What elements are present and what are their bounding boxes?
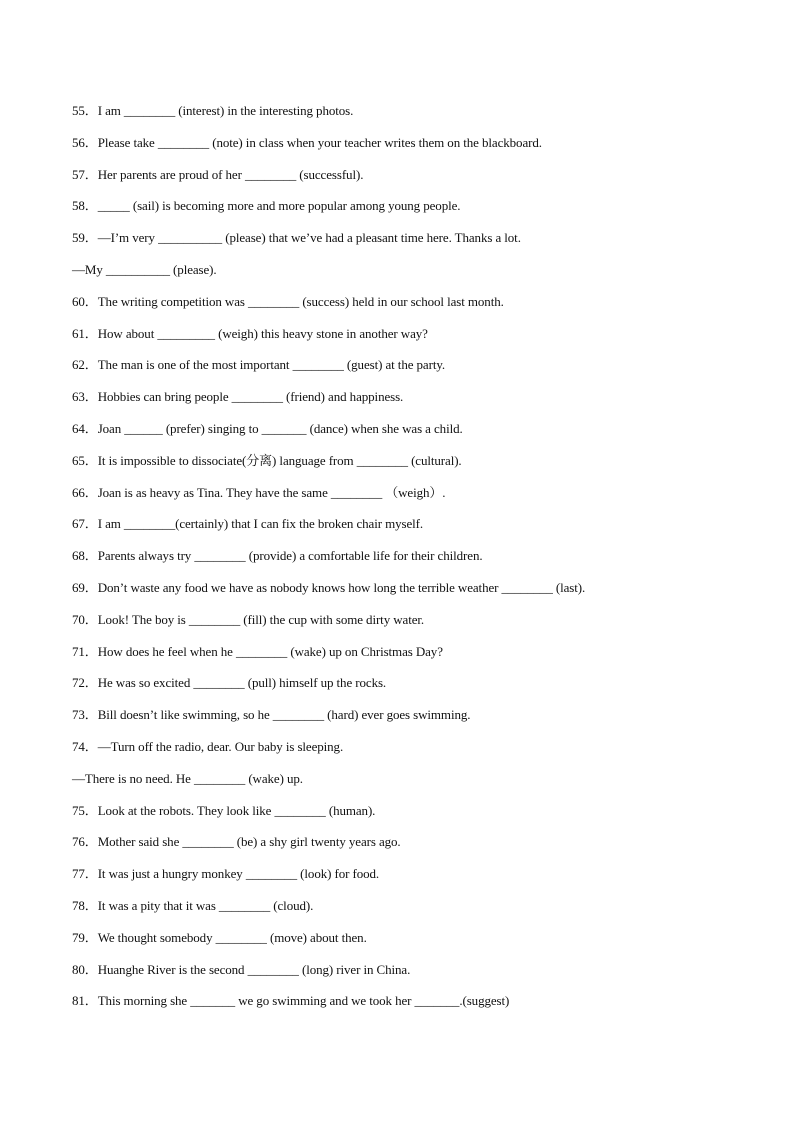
exercise-80: 80．Huanghe River is the second ________ (long) river in China. [72,961,411,977]
exercise-69: 69．Don’t waste any food we have as nobody knows how long the terrible weather ________ (last). [72,579,586,595]
exercise-55: 55．I am ________ (interest) in the interesting photos. [72,103,354,118]
exercise-76: 76．Mother said she ________ (be) a shy girl twenty years ago. [72,834,401,850]
exercise-73: 73．Bill doesn’t like swimming, so he ________ (hard) ever goes swimming. [72,707,471,723]
exercise-81: 81．This morning she _______ we go swimming and we took her _______.(suggest) [72,993,510,1009]
exercise-59-reply: —My __________ (please). [72,261,217,277]
exercise-58: 58．_____ (sail) is becoming more and more popular among young people. [72,198,461,214]
exercise-65: 65．It is impossible to dissociate(分离) language from ________ (cultural). [72,452,462,468]
exercise-64: 64．Joan ______ (prefer) singing to _______ (dance) when she was a child. [72,420,463,436]
exercise-77: 77．It was just a hungry monkey ________ (look) for food. [72,866,380,882]
exercise-56: 56．Please take ________ (note) in class when your teacher writes them on the blackboard. [72,134,542,150]
exercise-75: 75．Look at the robots. They look like ________ (human). [72,802,376,818]
exercise-list [72,101,762,1023]
exercise-71: 71．How does he feel when he ________ (wake) up on Christmas Day? [72,643,443,659]
exercise-62: 62．The man is one of the most important ________ (guest) at the party. [72,357,446,373]
exercise-57: 57．Her parents are proud of her ________ (successful). [72,166,364,182]
exercise-66: 66．Joan is as heavy as Tina. They have the same ________ （weigh）. [72,484,446,500]
exercise-72: 72．He was so excited ________ (pull) himself up the rocks. [72,675,387,691]
exercise-67: 67．I am ________(certainly) that I can fix the broken chair myself. [72,516,424,532]
exercise-74-reply: —There is no need. He ________ (wake) up. [72,770,303,786]
exercise-60: 60．The writing competition was ________ (success) held in our school last month. [72,293,504,309]
exercise-59: 59．—I’m very __________ (please) that we’ve had a pleasant time here. Thanks a lot. [72,230,521,246]
exercise-68: 68．Parents always try ________ (provide) a comfortable life for their children. [72,548,483,564]
exercise-63: 63．Hobbies can bring people ________ (friend) and happiness. [72,389,404,405]
exercise-74: 74．—Turn off the radio, dear. Our baby is sleeping. [72,738,344,754]
exercise-78: 78．It was a pity that it was ________ (cloud). [72,897,314,913]
exercise-79: 79．We thought somebody ________ (move) about then. [72,929,367,945]
exercise-70: 70．Look! The boy is ________ (fill) the cup with some dirty water. [72,611,425,627]
exercise-61: 61．How about _________ (weigh) this heavy stone in another way? [72,325,428,341]
